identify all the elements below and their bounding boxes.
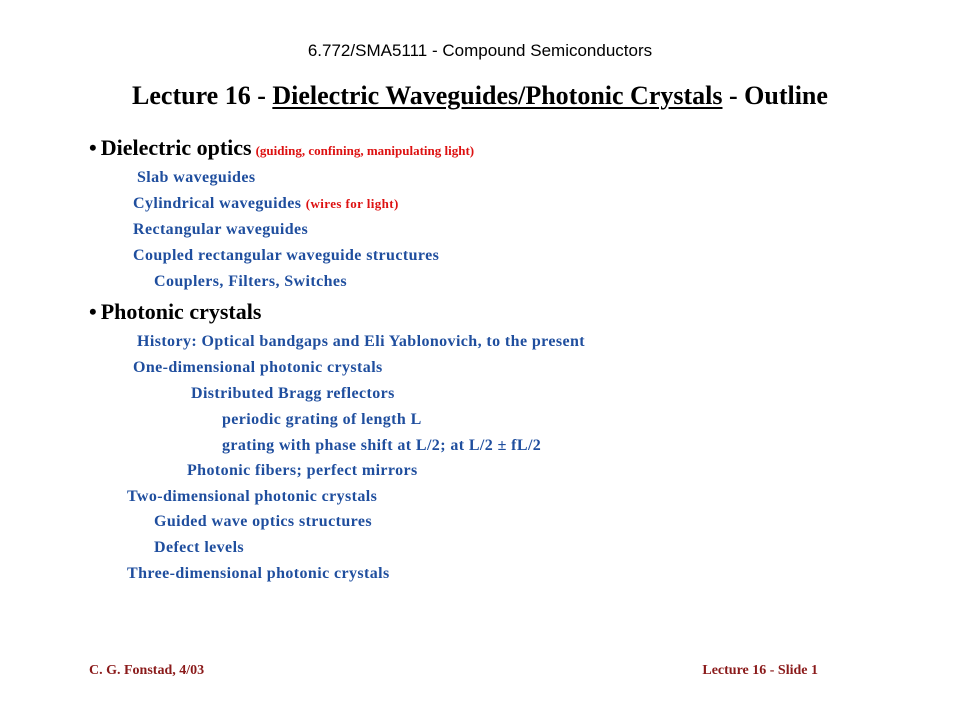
title-prefix: Lecture 16 - bbox=[132, 81, 273, 110]
outline-item: One-dimensional photonic crystals bbox=[133, 359, 383, 376]
section-heading: Dielectric optics bbox=[100, 135, 252, 160]
outline-item bbox=[133, 195, 399, 213]
outline-item: Coupled rectangular waveguide structures bbox=[133, 247, 440, 264]
outline-item: Three-dimensional photonic crystals bbox=[127, 565, 390, 582]
course-header: 6.772/SMA5111 - Compound Semiconductors bbox=[307, 41, 653, 60]
outline-item: Distributed Bragg reflectors bbox=[191, 385, 395, 402]
outline-item: Slab waveguides bbox=[137, 169, 256, 186]
outline-item: Defect levels bbox=[154, 539, 245, 556]
title-topic: Dielectric Waveguides/Photonic Crystals bbox=[272, 81, 723, 110]
section-note: (guiding, confining, manipulating light) bbox=[255, 143, 475, 158]
outline-item: Guided wave optics structures bbox=[154, 513, 372, 530]
outline-item-note: (wires for light) bbox=[305, 196, 399, 211]
section-photonic-crystals bbox=[89, 299, 261, 325]
title-suffix: - Outline bbox=[722, 81, 828, 110]
section-heading: Photonic crystals bbox=[100, 299, 262, 324]
outline-item: Photonic fibers; perfect mirrors bbox=[187, 462, 418, 479]
outline-item: History: Optical bandgaps and Eli Yablonovich, to the present bbox=[137, 333, 586, 350]
outline-item: Two-dimensional photonic crystals bbox=[127, 488, 378, 505]
outline-item: grating with phase shift at L/2; at L/2 ± fL/2 bbox=[222, 437, 542, 454]
outline-item: Rectangular waveguides bbox=[133, 221, 309, 238]
outline-item: periodic grating of length L bbox=[222, 411, 422, 428]
outline-item: Couplers, Filters, Switches bbox=[154, 273, 348, 290]
bullet-icon: • bbox=[89, 135, 97, 160]
slide-title bbox=[0, 81, 960, 111]
bullet-icon: • bbox=[89, 299, 97, 324]
footer-slide-number: Lecture 16 - Slide 1 bbox=[702, 663, 818, 678]
outline-item-text: Cylindrical waveguides bbox=[133, 195, 302, 212]
footer-author: C. G. Fonstad, 4/03 bbox=[89, 663, 205, 678]
section-dielectric-optics bbox=[89, 135, 474, 161]
